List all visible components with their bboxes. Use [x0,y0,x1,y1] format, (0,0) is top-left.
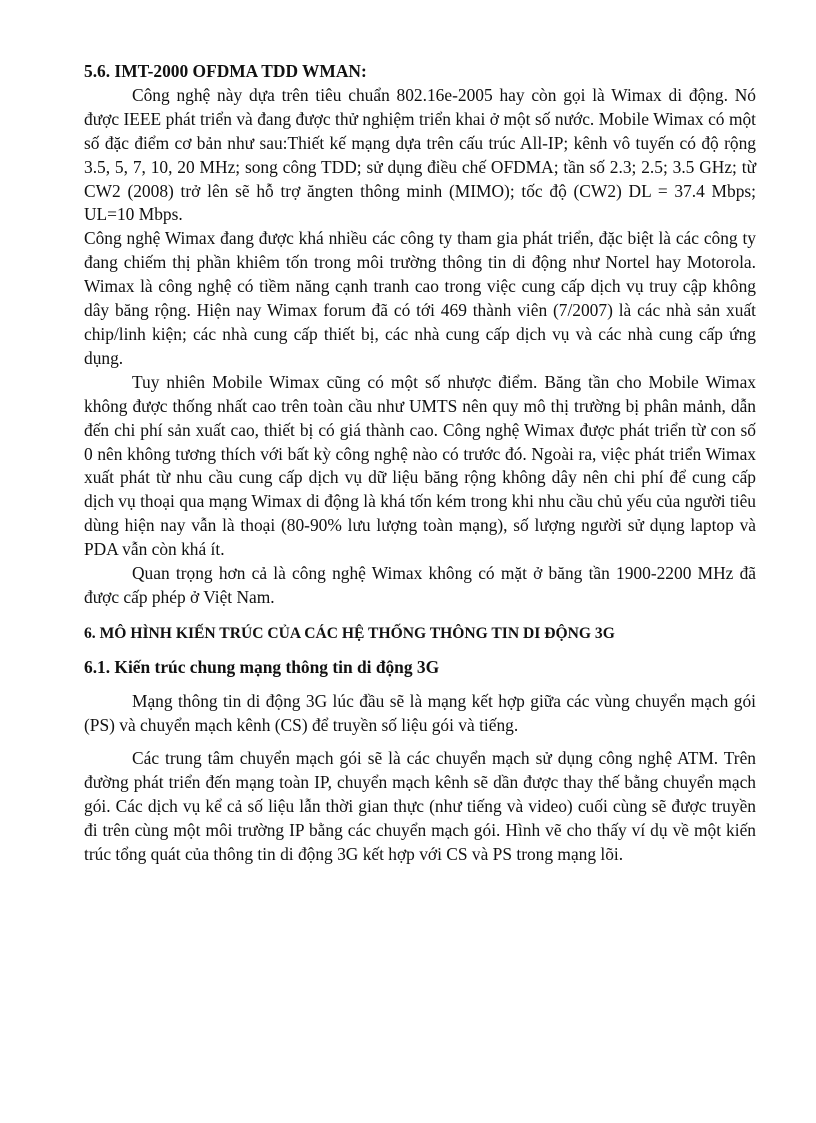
paragraph-wimax-companies: Công nghệ Wimax đang được khá nhiều các công ty tham gia phát triển, đặc biệt là các công ty đang chiếm thị phần khiêm tốn trong môi trường thông tin di động như Nortel hay Motorola. Wimax là công nghệ có tiềm năng cạnh tranh cao trong việc cung cấp dịch vụ truy cập không dây băng rộng. Hiện nay Wimax forum đã có tới 469 thành viên (7/2007) là các nhà sản xuất chip/linh kiện; các nhà cung cấp thiết bị, các nhà cung cấp dịch vụ và các nhà cung cấp ứng dụng. [84,228,756,368]
paragraph-wimax-drawbacks: Tuy nhiên Mobile Wimax cũng có một số nhược điểm. Băng tần cho Mobile Wimax không được thống nhất cao trên toàn cầu như UMTS nên quy mô thị trường bị phân mảnh, dẫn đến chi phí sản xuất cao, thiết bị có giá thành cao. Công nghệ Wimax được phát triển từ con số 0 nên không tương thích với bất kỳ công nghệ nào có trước đó. Ngoài ra, việc phát triển Wimax xuất phát từ nhu cầu cung cấp dịch vụ dữ liệu băng rộng không dây nên chi phí để cung cấp dịch vụ thoại qua mạng Wimax di động là khá tốn kém trong khi nhu cầu chủ yếu của người tiêu dùng hiện nay vẫn là thoại (80-90% lưu lượng toàn mạng), số lượng người sử dụng laptop và PDA vẫn còn khá ít. [84,371,756,560]
section-5-6-heading: 5.6. IMT-2000 OFDMA TDD WMAN: [84,61,367,81]
document-page [84,60,756,867]
paragraph-packet-switching: Các trung tâm chuyển mạch gói sẽ là các chuyển mạch sử dụng công nghệ ATM. Trên đường phát triển đến mạng toàn IP, chuyển mạch kênh sẽ dần được thay thế bằng chuyển mạch gói. Các dịch vụ kể cả số liệu lẫn thời gian thực (như tiếng và video) cuối cùng sẽ được truyền đi trên cùng một môi trường IP bằng các chuyển mạch gói. Hình vẽ cho thấy ví dụ về một kiến trúc tổng quát của thông tin di động 3G kết hợp với CS và PS trong mạng lõi. [84,748,756,865]
section-6-1-heading: 6.1. Kiến trúc chung mạng thông tin di động 3G [84,656,440,677]
paragraph-wimax-vietnam: Quan trọng hơn cả là công nghệ Wimax không có mặt ở băng tần 1900-2200 MHz đã được cấp phép ở Việt Nam. [84,563,756,607]
section-6-heading: 6. MÔ HÌNH KIẾN TRÚC CỦA CÁC HỆ THỐNG THÔNG TIN DI ĐỘNG 3G [84,624,615,642]
paragraph-wimax-intro: Công nghệ này dựa trên tiêu chuẩn 802.16e-2005 hay còn gọi là Wimax di động. Nó được IEEE phát triển và đang được thử nghiệm triển khai ở một số nước. Mobile Wimax có một số đặc điểm cơ bản như sau:Thiết kế mạng dựa trên cấu trúc All-IP; kênh vô tuyến có độ rộng 3.5, 5, 7, 10, 20 MHz; song công TDD; sử dụng điều chế OFDMA; tần số 2.3; 2.5; 3.5 GHz; từ CW2 (2008) trở lên sẽ hỗ trợ ăngten thông minh (MIMO); tốc độ (CW2) DL = 37.4 Mbps; UL=10 Mbps. [84,84,756,225]
paragraph-3g-network: Mạng thông tin di động 3G lúc đầu sẽ là mạng kết hợp giữa các vùng chuyển mạch gói (PS) và chuyển mạch kênh (CS) để truyền số liệu gói và tiếng. [84,690,756,735]
